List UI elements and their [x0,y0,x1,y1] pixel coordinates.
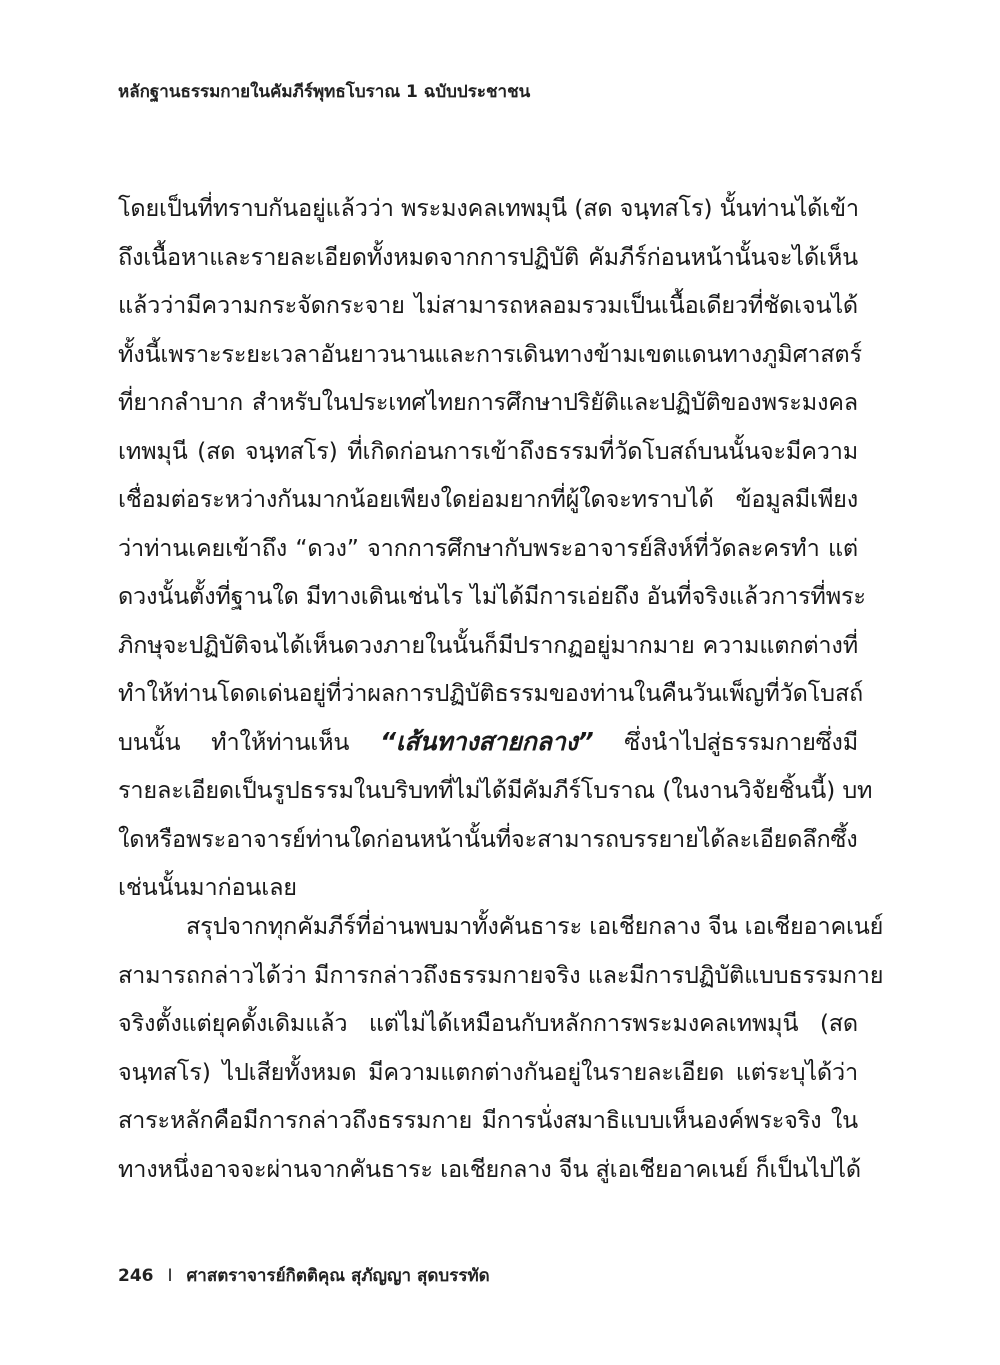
paragraph-line: สามารถกล่าวได้ว่า มีการกล่าวถึงธรรมกายจริง และมีการปฏิบัติแบบธรรมกาย [118,960,884,989]
paragraph-line-emphasis [118,718,858,767]
paragraph-line: จนฺทสโร) ไปเสียทั้งหมด มีความแตกต่างกันอยู่ในรายละเอียด แต่ระบุได้ว่า [118,1057,858,1086]
paragraph-line: ทางหนึ่งอาจจะผ่านจากคันธาระ เอเชียกลาง จีน สู่เอเชียอาคเนย์ ก็เป็นไปได้ [118,1154,861,1183]
line-text-after: ซึ่งนำไปสู่ธรรมกายซึ่งมี [593,727,858,756]
paragraph-line: ใดหรือพระอาจารย์ท่านใดก่อนหน้านั้นที่จะสามารถบรรยายได้ละเอียดลึกซึ้ง [118,824,858,853]
line-text-before: บนนั้น ทำให้ท่านเห็น [118,727,381,756]
paragraph-line: โดยเป็นที่ทราบกันอยู่แล้วว่า พระมงคลเทพมุนี (สด จนฺทสโร) นั้นท่านได้เข้า [118,194,859,222]
running-header-title: หลักฐานธรรมกายในคัมภีร์พุทธโบราณ 1 ฉบับประชาชน [118,82,531,102]
paragraph-line: รายละเอียดเป็นรูปธรรมในบริบทที่ไม่ได้มีคัมภีร์โบราณ (ในงานวิจัยชิ้นนี้) บท [118,776,873,804]
paragraph-line: ทั้งนี้เพราะระยะเวลาอันยาวนานและการเดินทางข้ามเขตแดนทางภูมิศาสตร์ [118,339,862,368]
page-number: 246 [118,1266,154,1286]
paragraph-line: ดวงนั้นตั้งที่ฐานใด มีทางเดินเช่นไร ไม่ได้มีการเอ่ยถึง อันที่จริงแล้วการที่พระ [118,582,866,610]
paragraph-1 [118,184,873,912]
paragraph-line: ทำให้ท่านโดดเด่นอยู่ที่ว่าผลการปฏิบัติธรรมของท่านในคืนวันเพ็ญที่วัดโบสถ์ [118,679,864,707]
page-footer [118,1262,490,1289]
footer-separator: I [167,1266,173,1286]
paragraph-line: เช่นนั้นมาก่อนเลย [118,873,297,901]
paragraph-line: ถึงเนื้อหาและรายละเอียดทั้งหมดจากการปฏิบัติ คัมภีร์ก่อนหน้านั้นจะได้เห็น [118,242,858,271]
paragraph-line: เชื่อมต่อระหว่างกันมากน้อยเพียงใดย่อมยากที่ผู้ใดจะทราบได้ ข้อมูลมีเพียง [118,485,858,513]
paragraph-line: เทพมุนี (สด จนฺทสโร) ที่เกิดก่อนการเข้าถึงธรรมที่วัดโบสถ์บนนั้นจะมีความ [118,436,858,465]
paragraph-line: จริงตั้งแต่ยุคดั้งเดิมแล้ว แต่ไม่ได้เหมือนกับหลักการพระมงคลเทพมุนี (สด [118,1009,858,1037]
paragraph-2 [118,902,884,1193]
paragraph-line: ภิกษุจะปฏิบัติจนได้เห็นดวงภายในนั้นก็มีปรากฏอยู่มากมาย ความแตกต่างที่ [118,630,858,659]
paragraph-line: แล้วว่ามีความกระจัดกระจาย ไม่สามารถหลอมรวมเป็นเนื้อเดียวที่ชัดเจนได้ [118,291,858,319]
middle-path-emphasis: “เส้นทางสายกลาง” [380,726,594,756]
paragraph-line: สาระหลักคือมีการกล่าวถึงธรรมกาย มีการนั่งสมาธิแบบเห็นองค์พระจริง ใน [118,1106,858,1134]
paragraph-line: ว่าท่านเคยเข้าถึง “ดวง” จากการศึกษากับพระอาจารย์สิงห์ที่วัดละครทำ แต่ [118,533,858,562]
paragraph-line: ที่ยากลำบาก สำหรับในประเทศไทยการศึกษาปริยัติและปฏิบัติของพระมงคล [118,388,858,416]
footer-author: ศาสตราจารย์กิตติคุณ สุภัญญา สุดบรรทัด [186,1266,490,1286]
paragraph-line: สรุปจากทุกคัมภีร์ที่อ่านพบมาทั้งคันธาระ เอเชียกลาง จีน เอเชียอาคเนย์ [186,912,884,940]
